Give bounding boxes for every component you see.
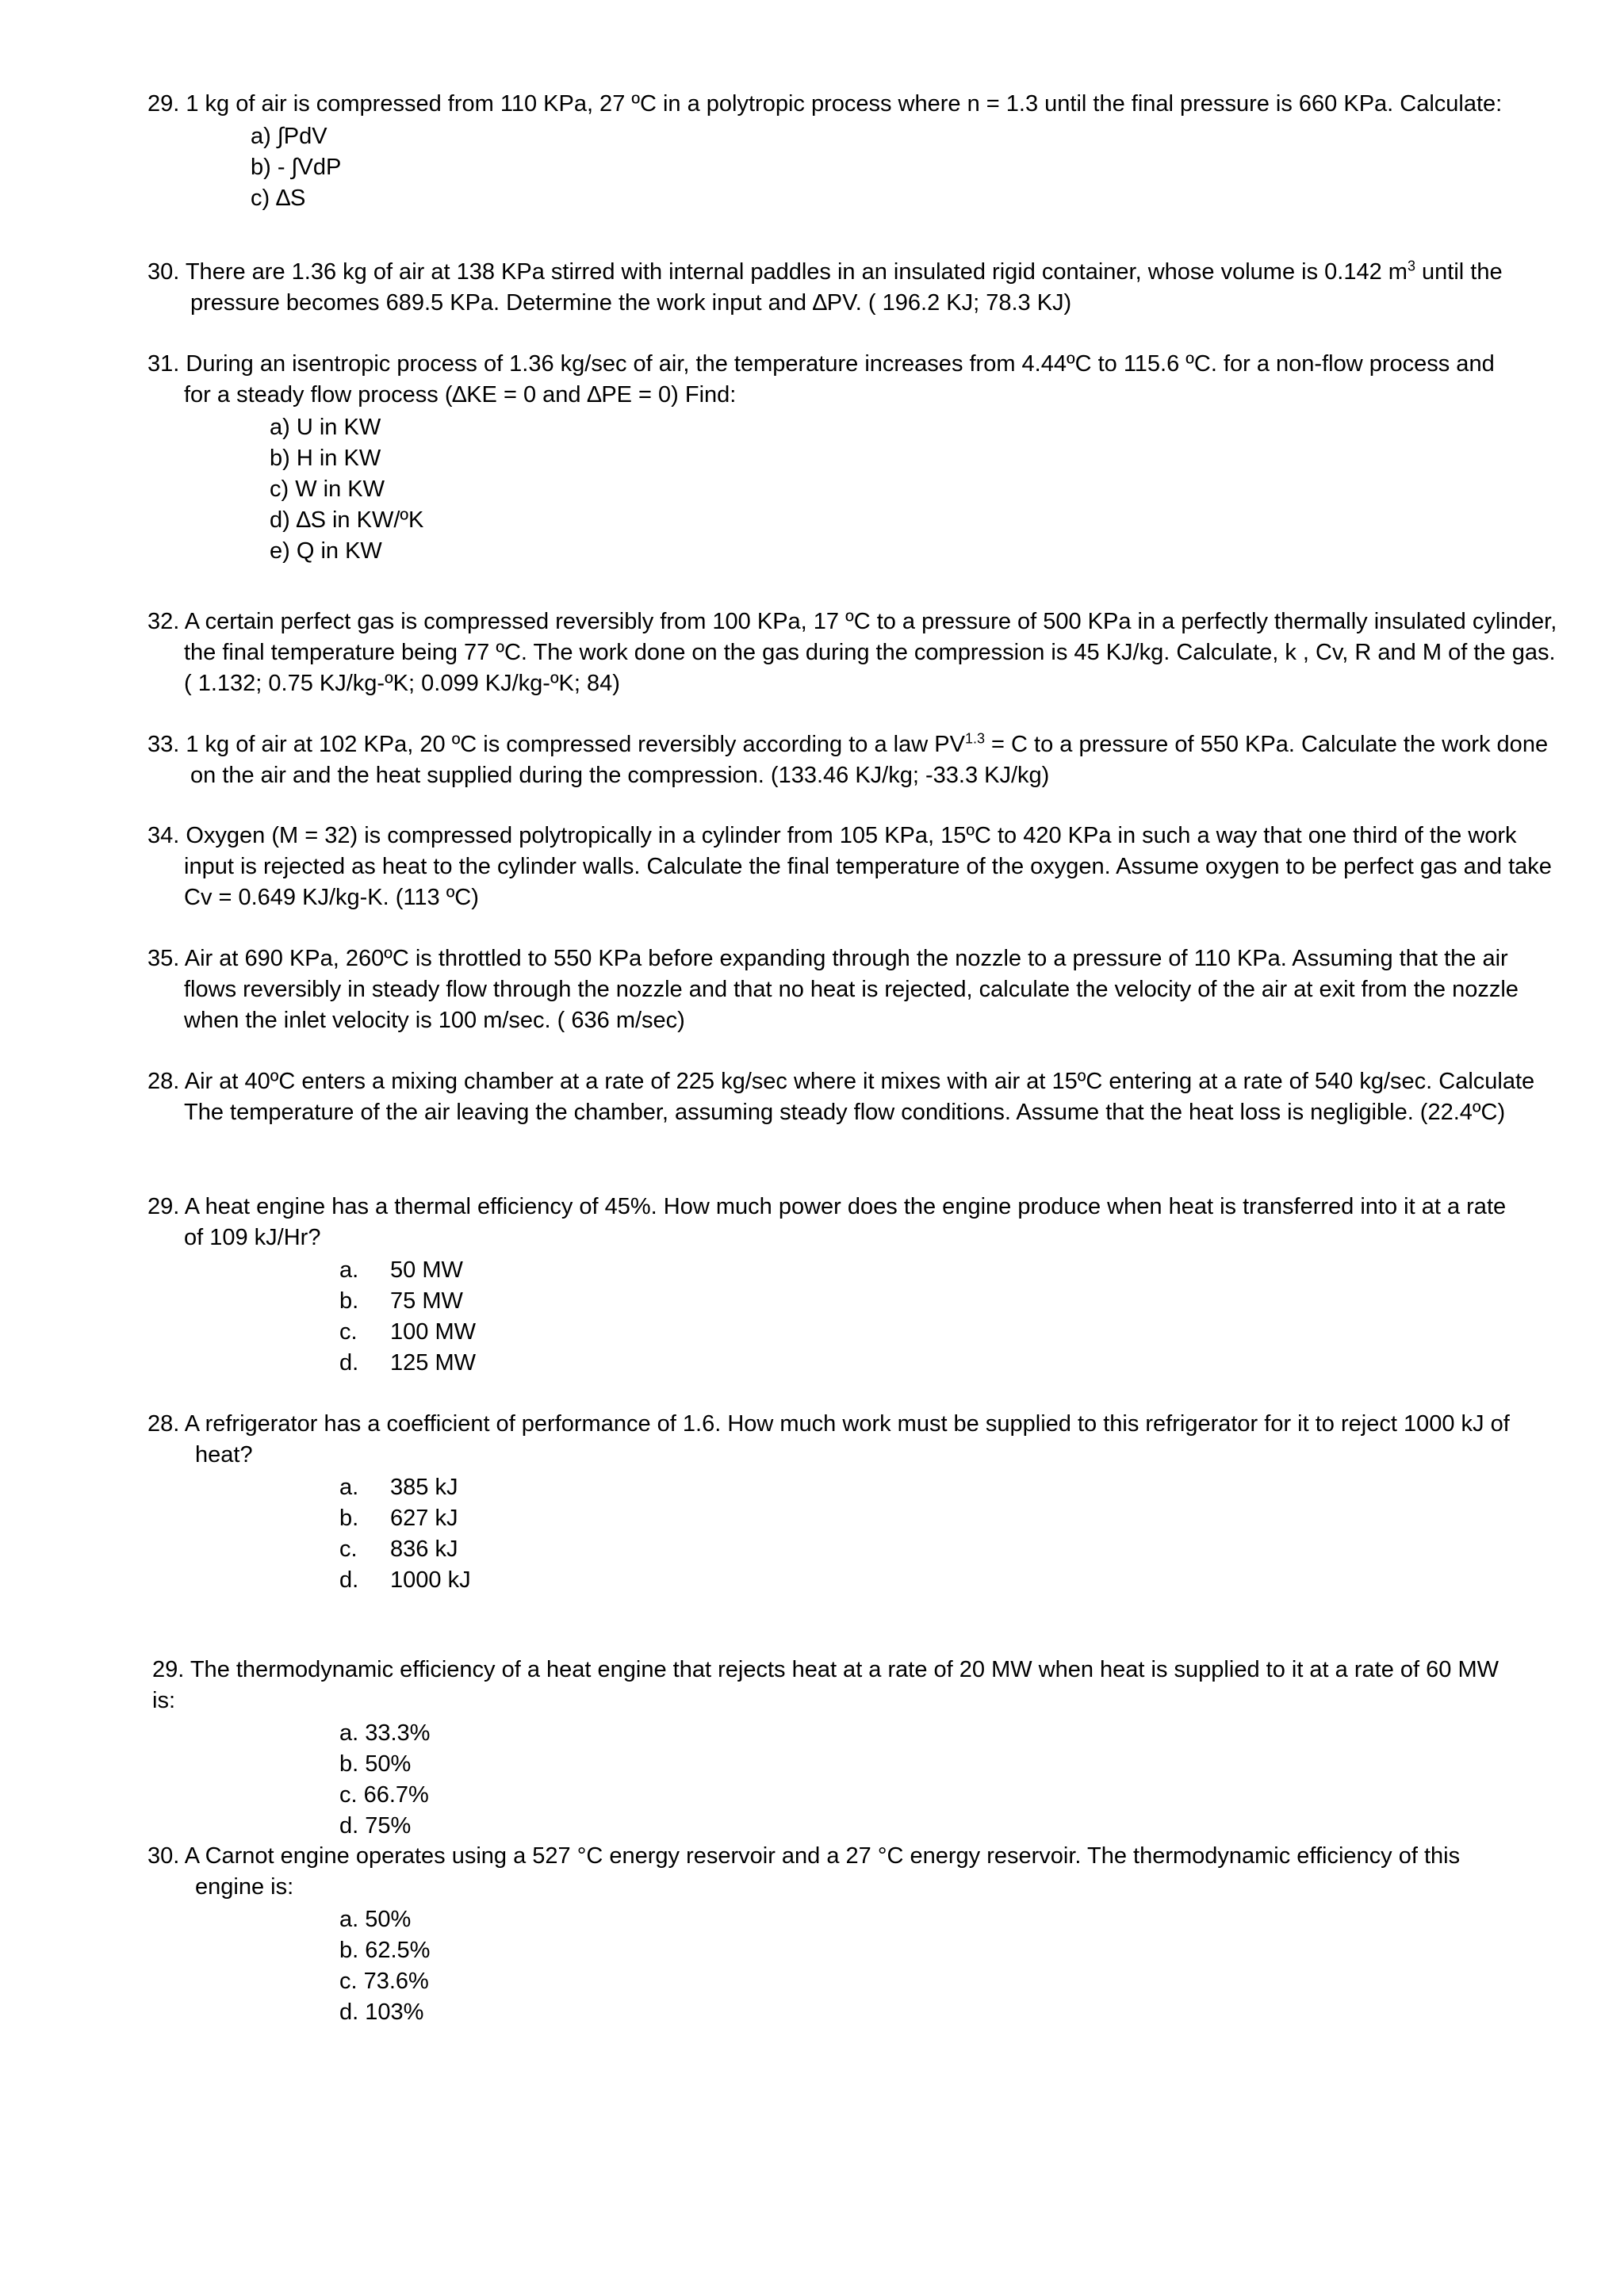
- choice: c. 73.6%: [339, 1969, 429, 1994]
- choice: b. 50%: [339, 1751, 412, 1777]
- choice-label: c.: [339, 1536, 358, 1562]
- problem-31-isentropic: [147, 349, 1522, 567]
- problem-text-continued: until the pressure becomes 689.5 KPa. Determine the work input and ∆PV. ( 196.2 KJ; 78.3 KJ): [190, 259, 1503, 316]
- problem-33-air-compression: [147, 729, 1565, 791]
- problem-30-paddles: [147, 257, 1565, 319]
- choice: a. 33.3%: [339, 1720, 431, 1746]
- choice: [339, 1503, 1522, 1534]
- sub-items: [251, 121, 1522, 214]
- choice-label: a.: [339, 1257, 359, 1283]
- problem-34-oxygen: [147, 821, 1559, 913]
- choice: b. 62.5%: [339, 1938, 431, 1963]
- choice-label: d.: [339, 1567, 359, 1593]
- problem-28-mixing-chamber: [147, 1066, 1559, 1128]
- choice: [339, 1565, 1522, 1596]
- problem-text-continued: = C to a pressure of 550 KPa. Calculate the work done on the air and the heat supplied during the compression. (133.46 KJ/kg; -33.3 KJ/kg): [190, 732, 1549, 788]
- problem-35-nozzle: [147, 943, 1559, 1036]
- choice: [339, 1472, 1522, 1503]
- choices: [339, 1255, 1522, 1379]
- choice-value: 836 kJ: [390, 1536, 458, 1562]
- sub-item: c) ∆S: [251, 186, 306, 211]
- choice-label: c.: [339, 1319, 358, 1345]
- problem-32-perfect-gas: [147, 607, 1559, 699]
- sub-item: e) Q in KW: [270, 538, 382, 564]
- sub-item: b) H in KW: [270, 446, 381, 471]
- choice: [339, 1534, 1522, 1565]
- choice: [339, 1317, 1522, 1348]
- sub-items: [270, 412, 1522, 567]
- problem-30-carnot: [147, 1841, 1522, 2028]
- sub-item: d) ∆S in KW/ºK: [270, 507, 424, 533]
- problem-text: 28. Air at 40ºC enters a mixing chamber at a rate of 225 kg/sec where it mixes with air at 15ºC entering at a rate of 540 kg/sec. Calculate The temperature of the air leaving the chamber, assuming steady flow conditions. Assume that the heat loss is negligible. (22.4ºC): [147, 1069, 1535, 1125]
- superscript: 3: [1407, 258, 1415, 274]
- problem-29-efficiency: [152, 1655, 1527, 1842]
- sub-item: a) U in KW: [270, 415, 381, 440]
- sub-item: c) W in KW: [270, 476, 385, 502]
- sub-item: b) - ∫VdP: [251, 155, 342, 180]
- choices: [339, 1718, 1527, 1842]
- problem-text: 33. 1 kg of air at 102 KPa, 20 ºC is compressed reversibly according to a law PV: [147, 732, 965, 757]
- choice: [339, 1255, 1522, 1286]
- choices: [339, 1904, 1522, 2028]
- choices: [339, 1472, 1522, 1596]
- problem-text: 35. Air at 690 KPa, 260ºC is throttled to 550 KPa before expanding through the nozzle to a pressure of 110 KPa. Assuming that the air flows reversibly in steady flow through the nozzle and that no heat is rejected, calculate the velocity of the air at exit from the nozzle when the inlet velocity is 100 m/sec. ( 636 m/sec): [147, 946, 1519, 1033]
- problem-28-refrigerator: [147, 1409, 1522, 1596]
- problem-text: 29. 1 kg of air is compressed from 110 KPa, 27 ºC in a polytropic process where n = 1.3 until the final pressure is 660 KPa. Calculate:: [147, 91, 1503, 117]
- problem-text: 30. A Carnot engine operates using a 527 °C energy reservoir and a 27 °C energy reservoir. The thermodynamic efficiency of this engine is:: [147, 1843, 1461, 1900]
- problem-text: 34. Oxygen (M = 32) is compressed polytropically in a cylinder from 105 KPa, 15ºC to 420 KPa in such a way that one third of the work input is rejected as heat to the cylinder walls. Calculate the final temperature of the oxygen. Assume oxygen to be perfect gas and take Cv = 0.649 KJ/kg-K. (113 ºC): [147, 823, 1552, 910]
- problem-text: 30. There are 1.36 kg of air at 138 KPa stirred with internal paddles in an insulated rigid container, whose volume is 0.142 m: [147, 259, 1408, 285]
- choice-value: 50 MW: [390, 1257, 463, 1283]
- problem-29-heat-engine: [147, 1192, 1522, 1379]
- choice-label: b.: [339, 1288, 359, 1314]
- choice-value: 75 MW: [390, 1288, 463, 1314]
- superscript: 1.3: [964, 730, 985, 747]
- choice-value: 100 MW: [390, 1319, 476, 1345]
- choice-value: 627 kJ: [390, 1506, 458, 1531]
- choice: a. 50%: [339, 1907, 412, 1932]
- problem-text: 29. The thermodynamic efficiency of a heat engine that rejects heat at a rate of 20 MW when heat is supplied to it at a rate of 60 MW is:: [152, 1657, 1499, 1713]
- choice: d. 103%: [339, 1999, 424, 2025]
- choice-label: b.: [339, 1506, 359, 1531]
- choice-value: 1000 kJ: [390, 1567, 471, 1593]
- choice-value: 385 kJ: [390, 1475, 458, 1500]
- problem-text: 31. During an isentropic process of 1.36 kg/sec of air, the temperature increases from 4.44ºC to 115.6 ºC. for a non-flow process and for a steady flow process (∆KE = 0 and ∆PE = 0) Find:: [147, 351, 1495, 408]
- choice: c. 66.7%: [339, 1782, 429, 1808]
- choice: d. 75%: [339, 1813, 412, 1839]
- choice-value: 125 MW: [390, 1350, 476, 1376]
- problem-text: 32. A certain perfect gas is compressed reversibly from 100 KPa, 17 ºC to a pressure of 500 KPa in a perfectly thermally insulated cylinder, the final temperature being 77 ºC. The work done on the gas during the compression is 45 KJ/kg. Calculate, k , Cv, R and M of the gas. ( 1.132; 0.75 KJ/kg-ºK; 0.099 KJ/kg-ºK; 84): [147, 609, 1557, 696]
- choice-label: a.: [339, 1475, 359, 1500]
- choice: [339, 1286, 1522, 1317]
- problem-text: 28. A refrigerator has a coefficient of performance of 1.6. How much work must be supplied to this refrigerator for it to reject 1000 kJ of heat?: [147, 1411, 1510, 1468]
- problem-text: 29. A heat engine has a thermal efficiency of 45%. How much power does the engine produce when heat is transferred into it at a rate of 109 kJ/Hr?: [147, 1194, 1507, 1250]
- choice: [339, 1348, 1522, 1379]
- choice-label: d.: [339, 1350, 359, 1376]
- sub-item: a) ∫PdV: [251, 124, 327, 149]
- problem-29-polytropic: [147, 89, 1522, 214]
